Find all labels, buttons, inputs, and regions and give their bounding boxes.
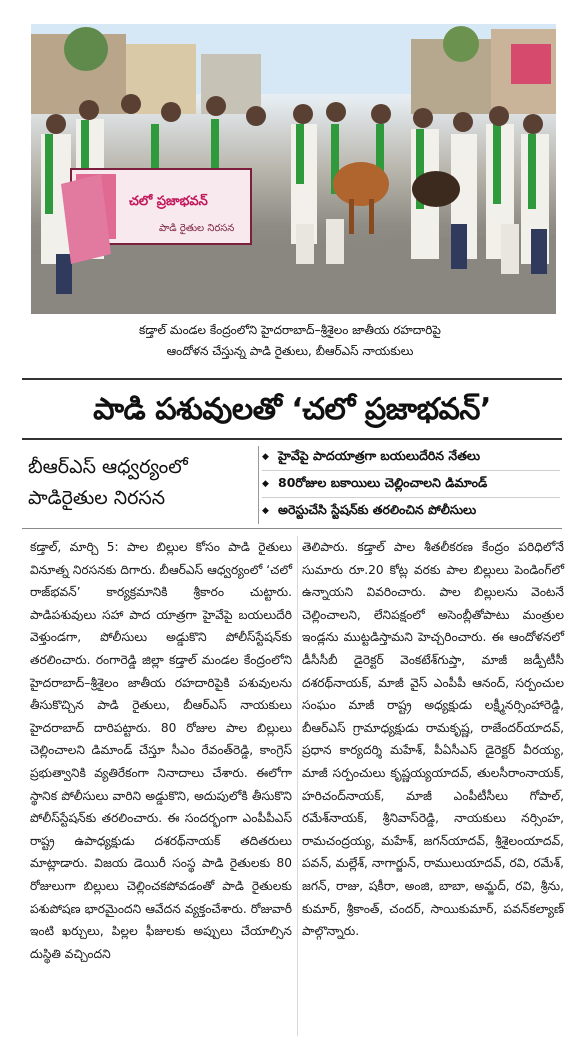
article-body-right: తెలిపారు. కడ్తాల్ పాల శీతలీకరణ కేంద్రం పరిధిలోనే సుమారు రూ.20 కోట్ల వరకు పాల బిల్లులు పెండింగ్‌లో ఉన్నాయని వివరించారు. పాల బిల్లులను వెంటనే చెల్లించాలని, లేనిపక్షంలో అసెంబ్లీతోపాటు మంత్రుల ఇండ్లను ముట్టడిస్తామని హెచ్చరించారు. ఈ ఆందోళనలో డీసీసీబీ డైరెక్టర్ వెంకటేశ్‌గుప్తా, మాజీ జడ్పీటీసీ దశరథ్‌నాయక్, మాజీ వైస్ ఎంపీపీ ఆనంద్, సర్పంచుల సంఘం మాజీ రాష్ట్ర అధ్యక్షుడు లక్ష్మీనర్సింహారెడ్డి, బీఆర్ఎస్ గ్రామాధ్యక్షుడు రామకృష్ణ, రాజేందర్‌యాదవ్, ప్రధాన కార్యదర్శి మహేశ్, పీఏసీఎస్ డైరెక్టర్ వీరయ్య, మాజీ సర్పంచులు కృష్ణయ్యయాదవ్, తులసీరాంనాయక్, హరిచంద్‌నాయక్, మాజీ ఎంపీటీసీలు గోపాల్, రమేశ్‌నాయక్, శ్రీనివాస్‌రెడ్డి, నాయకులు నర్సింహ, రామచంద్రయ్య, మహేశ్, జగన్‌యాదవ్, శ్రీశైలంయాదవ్, పవన్, మల్లేశ్, నాగార్జున్, రాములుయాదవ్, రవి, రమేశ్, జగన్, రాజు, షకీరా, అంజి, బాబా, అమ్జద్, రవి, శ్రీను, కుమార్, శ్రీకాంత్, చందర్, సాయికుమార్, పవన్‌కల్యాణ్ పాల్గొన్నారు. xyxy=(302,540,564,939)
banner-title: చలో ప్రజాభవన్ xyxy=(129,194,208,209)
diamond-bullet-icon: ◆ xyxy=(262,479,269,489)
column-separator xyxy=(297,536,298,1036)
subheadline-line-1: బీఆర్ఎస్ ఆధ్వర్యంలో xyxy=(28,456,188,478)
highlight-text: హైవేపై పాదయాత్రగా బయలుదేరిన నేతలు xyxy=(278,447,481,463)
highlight-item xyxy=(262,498,560,524)
diamond-bullet-icon: ◆ xyxy=(262,452,269,462)
divider-body xyxy=(22,528,562,529)
diamond-bullet-icon: ◆ xyxy=(262,506,269,516)
highlight-item xyxy=(262,471,560,498)
photo-caption xyxy=(40,320,540,362)
divider-headline xyxy=(22,438,562,440)
article-column-left xyxy=(30,536,292,965)
highlight-text: అరెస్టుచేసి స్టేషన్‌కు తరలించిన పోలీసులు xyxy=(278,501,477,517)
subheadline-line-2: పాడిరైతుల నిరసన xyxy=(28,487,166,509)
article-column-right xyxy=(302,536,564,943)
divider-top xyxy=(22,378,562,380)
article-body-left: కడ్తాల్, మార్చి 5: పాల బిల్లుల కోసం పాడి రైతులు వినూత్న నిరసనకు దిగారు. బీఆర్ఎస్ ఆధ్వర్యంలో ‘చలో రాజ్‌భవన్’ కార్యక్రమానికి శ్రీకారం చుట్టారు. పాడిపశువులు సహా పాద యాత్రగా హైవేపై బయలుదేరి వెళ్తుండగా, పోలీసులు అడ్డుకొని పోలీస్‌స్టేషన్‌కు తరలించారు. రంగారెడ్డి జిల్లా కడ్తాల్ మండల కేంద్రంలోని హైదరాబాద్–శ్రీశైలం జాతీయ రహదారిపైకి పశువులను తీసుకొచ్చిన పాడి రైతులు, బీఆర్ఎస్ నాయకులు హైదరాబాద్ దారిపట్టారు. 80 రోజుల పాల బిల్లులు చెల్లించాలని డిమాండ్ చేస్తూ సీఎం రేవంత్‌రెడ్డి, కాంగ్రెస్ ప్రభుత్వానికి వ్యతిరేకంగా నినాదాలు చేశారు. ఈలోగా స్థానిక పోలీసులు వారిని అడ్డుకొని, అదుపులోకి తీసుకొని పోలీస్‌స్టేషన్‌కు తరలించారు. ఈ సందర్భంగా ఎంపీపీఎస్ రాష్ట్ర ఉపాధ్యక్షుడు దశరథ్‌నాయక్ తదితరులు మాట్లాడారు. విజయ డెయిరీ సంస్థ పాడి రైతులకు 80 రోజులుగా బిల్లులు చెల్లించకపోవడంతో పాడి రైతులకు పశుపోషణ భారమైందని ఆవేదన వ్యక్తంచేశారు. రోజువారీ ఇంటి ఖర్చులు, పిల్లల ఫీజులకు అప్పులు చేయాల్సిన దుస్థితి వచ్చిందని xyxy=(30,540,292,961)
banner-subtitle: పాడి రైతుల నిరసన xyxy=(159,223,235,234)
headline: పాడి పశువులతో ‘చలో ప్రజాభవన్’ xyxy=(93,392,491,427)
protest-photo-illustration xyxy=(31,24,556,314)
highlight-item xyxy=(262,444,560,471)
subheadline xyxy=(28,452,253,514)
caption-line-2: ఆందోళన చేస్తున్న పాడి రైతులు, బీఆర్ఎస్ నాయకులు xyxy=(166,344,414,358)
highlight-text: 80రోజుల బకాయిలు చెల్లించాలని డిమాండ్ xyxy=(278,474,488,490)
news-photo xyxy=(31,24,556,314)
subhead-separator xyxy=(258,446,259,524)
highlights-list xyxy=(262,444,560,524)
caption-line-1: కడ్తాల్ మండల కేంద్రంలోని హైదరాబాద్–శ్రీశైలం జాతీయ రహదారిపై xyxy=(139,323,441,337)
